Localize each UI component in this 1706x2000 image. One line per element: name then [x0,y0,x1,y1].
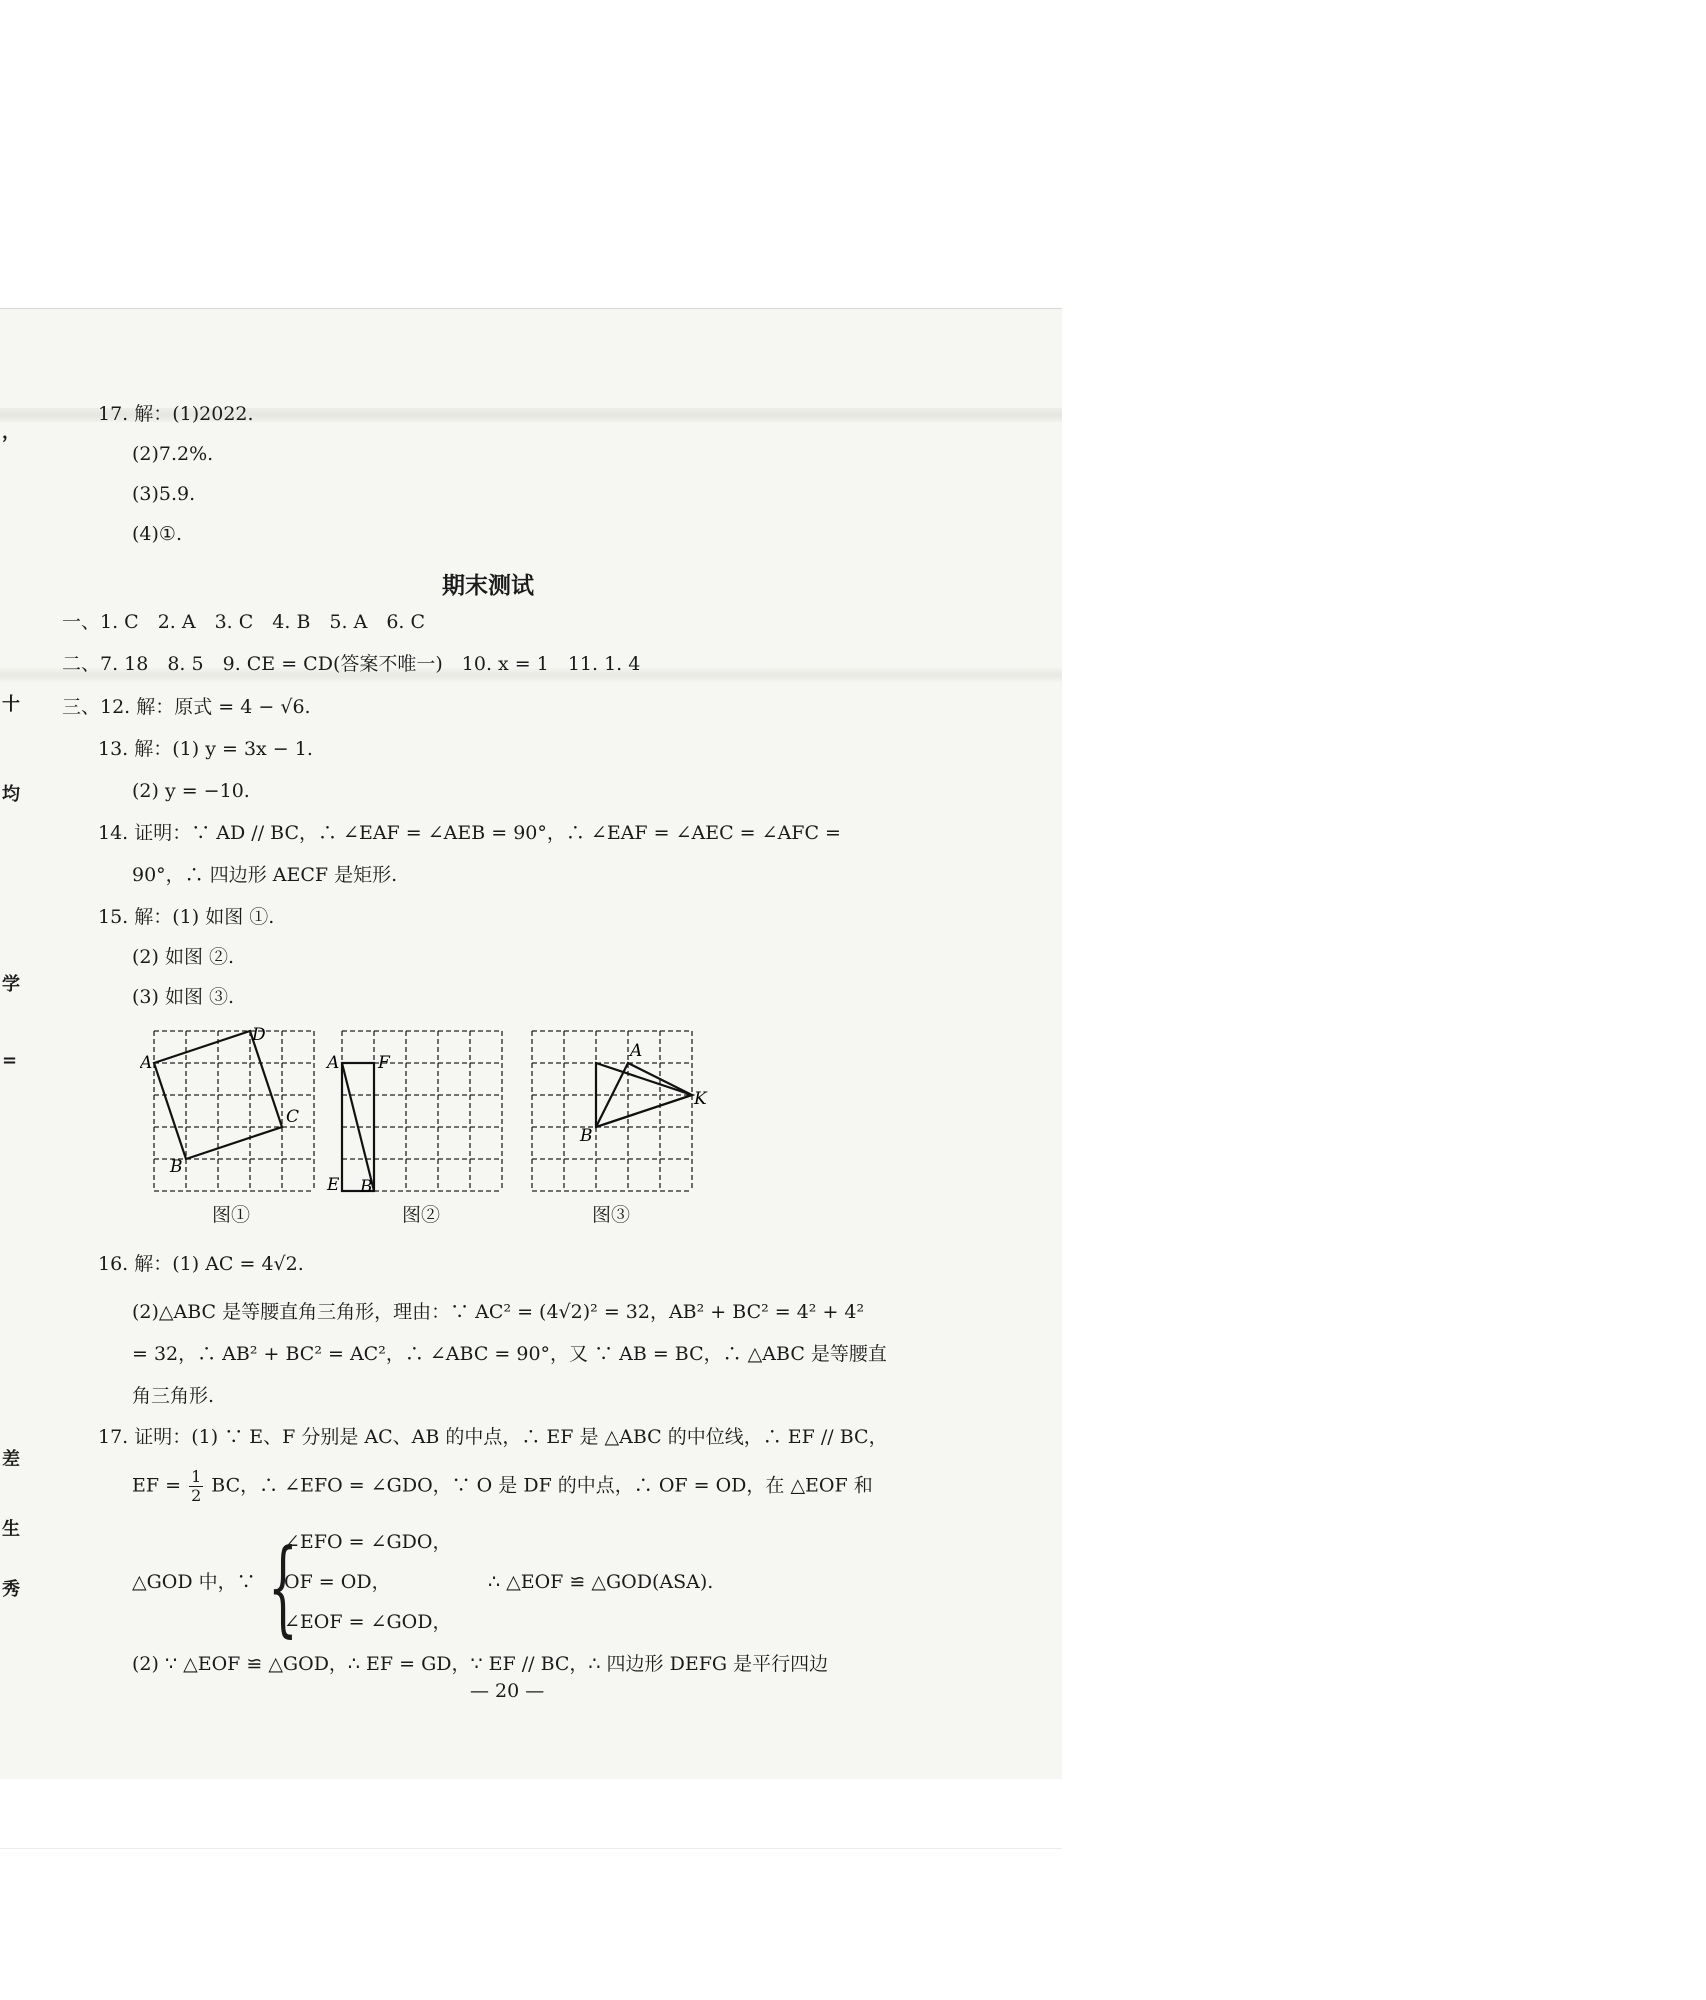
left-edge-char: 差 [2,1449,20,1470]
prev-q17-part4: (4)①. [132,523,182,545]
q17-line2-post: BC，∴ ∠EFO = ∠GDO，∵ O 是 DF 的中点，∴ OF = OD，在 △EOF 和 [211,1474,873,1497]
figure-3-caption: 图③ [592,1204,631,1226]
fraction-numerator: 1 [191,1467,202,1486]
answers-part1: 一、1. C 2. A 3. C 4. B 5. A 6. C [62,611,426,633]
q17-line2 [132,1468,873,1505]
q17-system-eq2: OF = OD， [284,1571,391,1593]
left-edge-char: = [2,1050,18,1071]
fraction-denominator: 2 [191,1486,202,1505]
q16-line1: (2)△ABC 是等腰直角三角形，理由：∵ AC² = (4√2)² = 32，AB² + BC² = 4² + 4² [132,1301,865,1323]
fig1-label-a: A [140,1053,153,1073]
q17-system-eq3: ∠EOF = ∠GOD， [284,1611,452,1633]
q17-system-eq1: ∠EFO = ∠GDO， [284,1531,452,1553]
system-brace: { [268,1526,298,1648]
q16-line2: = 32，∴ AB² + BC² = AC²，∴ ∠ABC = 90°，又 ∵ AB = BC，∴ △ABC 是等腰直 [132,1343,887,1365]
q17-line1: 17. 证明：(1) ∵ E、F 分别是 AC、AB 的中点，∴ EF 是 △ABC 的中位线，∴ EF // BC， [98,1426,888,1448]
q13-part1: 13. 解：(1) y = 3x − 1. [98,738,313,760]
answers-part2: 二、7. 18 8. 5 9. CE = CD(答案不唯一) 10. x = 1 11. 1. 4 [62,653,641,675]
q17-line2-pre: EF = [132,1474,182,1497]
scan-edge-line [0,1848,1062,1849]
fig1-label-d: D [252,1026,266,1045]
q15-part1: 15. 解：(1) 如图 ①. [98,906,275,928]
figure-2-grid [325,1026,525,1196]
q17-system-lead: △GOD 中，∵ [132,1571,256,1593]
left-edge-char: 生 [2,1519,20,1540]
fig2-label-a: A [327,1053,340,1073]
q16-line3: 角三角形. [132,1385,215,1407]
left-edge-char: ， [2,422,20,443]
fig2-label-b: B [360,1177,373,1196]
fig3-label-a: A [630,1041,643,1061]
fig1-label-b: B [170,1157,183,1177]
q16-part1: 16. 解：(1) AC = 4√2. [98,1253,304,1275]
left-edge-char: 均 [2,784,20,805]
q17-system-conclusion: ∴ △EOF ≌ △GOD(ASA). [488,1571,714,1593]
q12-answer: 三、12. 解：原式 = 4 − √6. [62,696,311,718]
section-title: 期末测试 [442,573,534,599]
figure-1-grid [140,1026,340,1196]
fig3-label-b: B [580,1126,593,1146]
figure-1-caption: 图① [212,1204,251,1226]
prev-q17-part2: (2)7.2%. [132,443,214,465]
q17-line4: (2) ∵ △EOF ≌ △GOD，∴ EF = GD，∵ EF // BC，∴ 四边形 DEFG 是平行四边 [132,1653,829,1675]
left-edge-char: 学 [2,974,20,995]
fig1-label-c: C [286,1107,300,1127]
prev-q17-part3: (3)5.9. [132,483,196,505]
left-edge-char: 十 [2,694,20,715]
fig2-label-f: F [378,1053,390,1073]
fig2-label-e: E [327,1175,340,1195]
q13-part2: (2) y = −10. [132,780,250,802]
figure-2-caption: 图② [402,1204,441,1226]
q15-part3: (3) 如图 ③. [132,986,235,1008]
prev-q17-head: 17. 解：(1)2022. [98,403,254,425]
figure-3-grid [520,1026,720,1196]
fig3-label-k: K [694,1089,707,1109]
page-number: — 20 — [470,1680,545,1702]
q15-part2: (2) 如图 ②. [132,946,235,968]
left-edge-char: 秀 [2,1579,20,1600]
q14-line1: 14. 证明：∵ AD // BC，∴ ∠EAF = ∠AEB = 90°，∴ ∠EAF = ∠AEC = ∠AFC = [98,822,841,844]
one-half-fraction [189,1468,203,1505]
q14-line2: 90°，∴ 四边形 AECF 是矩形. [132,864,398,886]
